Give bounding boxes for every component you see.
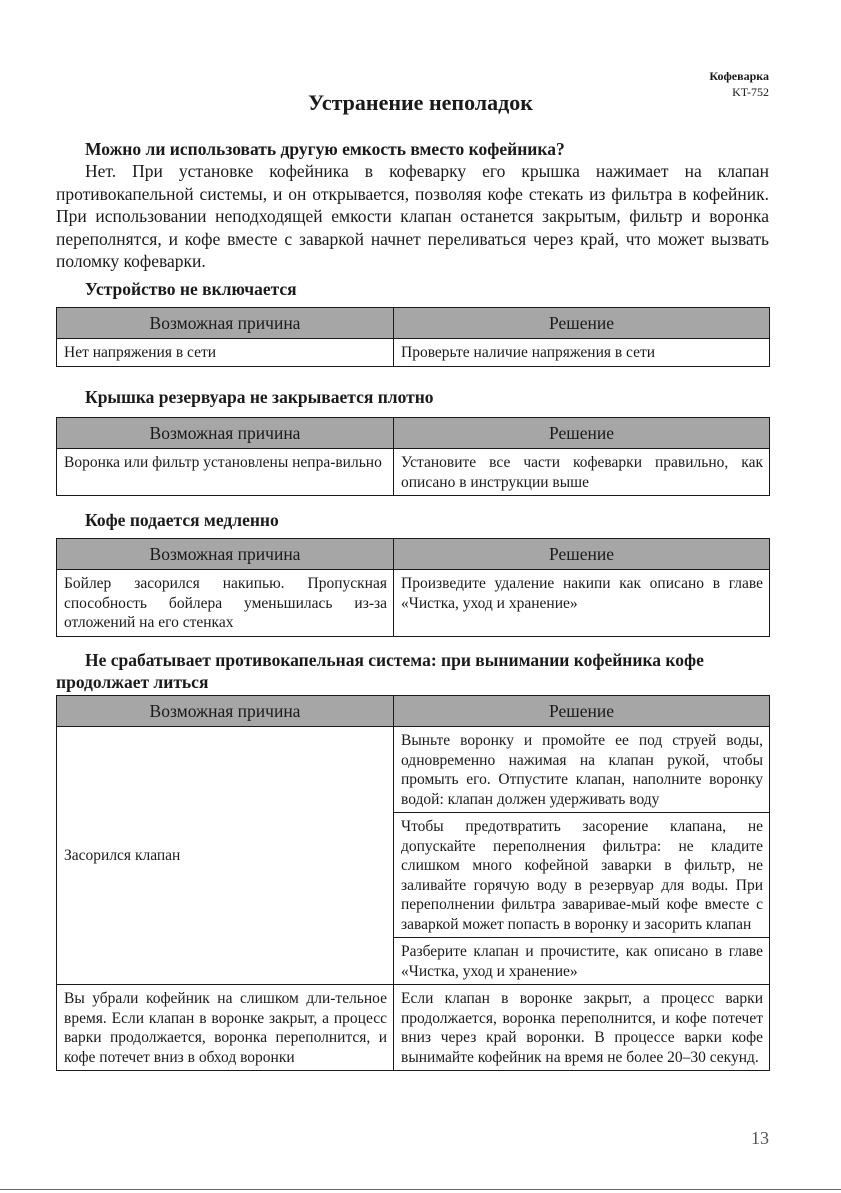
page-number: 13 — [751, 1128, 769, 1148]
table-row — [57, 727, 770, 813]
table-row — [57, 985, 770, 1071]
product-brand: Кофеварка — [709, 69, 769, 83]
column-header-cause: Возможная причина — [57, 539, 394, 570]
cause-cell: Нет напряжения в сети — [57, 339, 394, 367]
faq-answer: Нет. При установке кофейника в кофеварку его крышка нажимает на клапан противокапельной системы, и он открывается, позволяя кофе стекать из фильтра в кофейник. При использовании неподходящей емкости клапан останется закрытым, фильтр и воронка переполнятся, и кофе вместе с заваркой начнет переливаться через край, что может вызвать поломку кофеварки. — [56, 161, 769, 272]
solution-cell: Произведите удаление накипи как описано в главе «Чистка, уход и хранение» — [394, 570, 770, 637]
column-header-cause: Возможная причина — [57, 308, 394, 339]
faq-question: Можно ли использовать другую емкость вместо кофейника? — [85, 139, 565, 159]
solution-cell: Выньте воронку и промойте ее под струей воды, одновременно нажимая на клапан рукой, чтобы промыть его. Отпустите клапан, наполните воронку водой: клапан должен удерживать воду — [394, 727, 770, 813]
section-heading-slow: Кофе подается медленно — [85, 510, 279, 530]
troubleshoot-table-lid — [56, 417, 770, 496]
solution-cell: Проверьте наличие напряжения в сети — [394, 339, 770, 367]
cause-cell: Бойлер засорился накипью. Пропускная способность бойлера уменьшилась из-за отложений на его стенках — [57, 570, 394, 637]
bottom-divider — [0, 1189, 841, 1190]
table-row — [57, 339, 770, 367]
column-header-solution: Решение — [394, 539, 770, 570]
column-header-solution: Решение — [394, 418, 770, 449]
solution-cell: Разберите клапан и прочистите, как описано в главе «Чистка, уход и хранение» — [394, 938, 770, 985]
troubleshoot-table-slow — [56, 538, 770, 637]
table-row — [57, 570, 770, 637]
column-header-cause: Возможная причина — [57, 696, 394, 727]
page-title: Устранение неполадок — [308, 90, 533, 115]
section-heading-drip: Не срабатывает противокапельная система: при вынимании кофейника кофе продолжает литься — [56, 650, 704, 692]
solution-cell: Установите все части кофеварки правильно, как описано в инструкции выше — [394, 449, 770, 496]
cause-cell: Вы убрали кофейник на слишком дли-тельное время. Если клапан в воронке закрыт, а процесс варки продолжается, воронка переполнится, и кофе потечет вниз в обход воронки — [57, 985, 394, 1071]
column-header-cause: Возможная причина — [57, 418, 394, 449]
column-header-solution: Решение — [394, 696, 770, 727]
faq-block — [56, 138, 769, 273]
cause-cell: Воронка или фильтр установлены непра-вильно — [57, 449, 394, 496]
solution-cell: Чтобы предотвратить засорение клапана, не допускайте переполнения фильтра: не кладите слишком много кофейной заварки в фильтр, не заливайте горячую воду в резервуар для воды. При переполнении фильтра заваривае-мый кофе вместе с заваркой может попасть в воронку и засорить клапан — [394, 813, 770, 938]
column-header-solution: Решение — [394, 308, 770, 339]
table-row — [57, 449, 770, 496]
troubleshoot-table-no-power — [56, 307, 770, 367]
section-heading-lid: Крышка резервуара не закрывается плотно — [85, 387, 434, 407]
product-model: KT-752 — [732, 85, 769, 99]
section-heading-no-power: Устройство не включается — [85, 279, 297, 299]
solution-cell: Если клапан в воронке закрыт, а процесс варки продолжается, воронка переполнится, и кофе потечет вниз через край воронки. В процессе варки кофе вынимайте кофейник на время не более 20–30 секунд. — [394, 985, 770, 1071]
troubleshoot-table-drip — [56, 695, 770, 1071]
cause-cell: Засорился клапан — [57, 727, 394, 985]
